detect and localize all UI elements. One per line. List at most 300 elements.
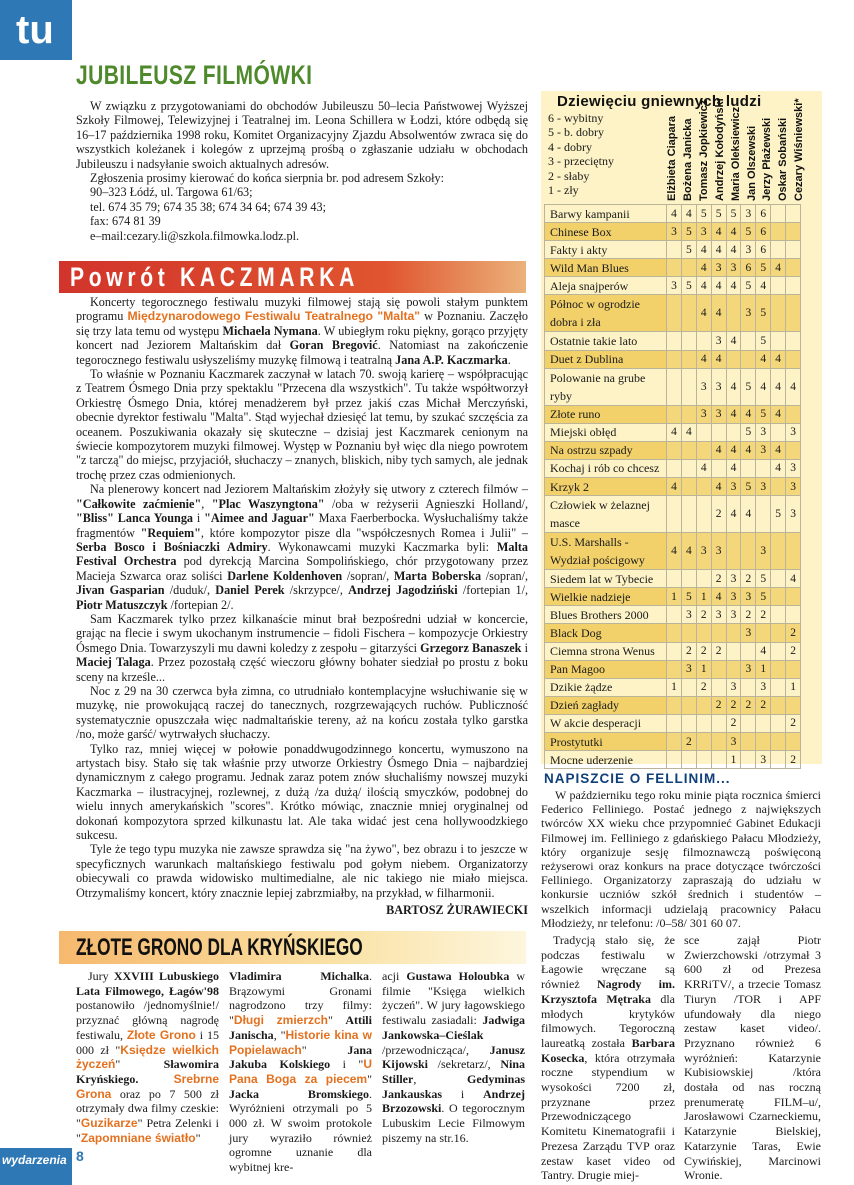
score-cell <box>696 570 711 588</box>
score-cell <box>771 332 786 350</box>
score-cell <box>741 732 756 750</box>
score-cell: 3 <box>681 606 696 624</box>
score-cell <box>741 642 756 660</box>
score-cell: 4 <box>771 441 786 459</box>
score-cell <box>786 223 801 241</box>
score-cell: 4 <box>696 459 711 477</box>
score-cell <box>786 277 801 295</box>
score-cell: 4 <box>696 259 711 277</box>
film-title-cell: Black Dog <box>545 624 667 642</box>
score-cell: 4 <box>771 459 786 477</box>
score-cell <box>667 441 682 459</box>
score-cell: 3 <box>756 678 771 696</box>
film-title-cell: Prostytutki <box>545 732 667 750</box>
score-cell <box>667 732 682 750</box>
score-cell <box>741 533 756 570</box>
film-title-cell: Złote runo <box>545 405 667 423</box>
film-title-cell: Chinese Box <box>545 223 667 241</box>
score-cell: 5 <box>741 368 756 405</box>
rating-row <box>545 496 801 533</box>
rating-row <box>545 423 801 441</box>
score-cell <box>726 295 741 332</box>
critic-header: Tomasz Jopkiewicz <box>697 99 710 201</box>
score-cell <box>771 478 786 496</box>
film-title-cell: Ciemna strona Wenus <box>545 642 667 660</box>
score-cell: 2 <box>756 606 771 624</box>
score-cell: 5 <box>711 205 726 223</box>
score-cell: 2 <box>786 714 801 732</box>
score-cell <box>786 241 801 259</box>
score-cell <box>786 295 801 332</box>
score-cell <box>696 624 711 642</box>
critic-header: Jerzy Płażewski <box>761 117 774 201</box>
powrot-author: BARTOSZ ŻURAWIECKI <box>386 903 528 918</box>
rating-row <box>545 732 801 750</box>
score-cell: 2 <box>756 696 771 714</box>
grono-paragraph: acji Gustawa Holoubka w filmie "Księga wielkich życzeń". W jury łagowskiego festiwalu zasiadali: Jadwiga Jankowska–Cieślak /przewodnicząca/, Janusz Kijowski /sekretarz/, Nina Stiller, Gedyminas Jankauskas i Andrzej Brzozowski. O tegorocznym Lubuskim Lecie Filmowym piszemy na str.16. <box>382 969 525 1145</box>
score-cell <box>771 205 786 223</box>
rating-row <box>545 295 801 332</box>
score-cell: 3 <box>741 588 756 606</box>
film-title-cell: Blues Brothers 2000 <box>545 606 667 624</box>
score-cell: 3 <box>726 678 741 696</box>
score-cell: 3 <box>711 259 726 277</box>
score-cell <box>771 642 786 660</box>
score-cell <box>771 588 786 606</box>
score-cell: 2 <box>741 696 756 714</box>
critic-header: Andrzej Kołodyński <box>713 98 726 201</box>
score-cell: 4 <box>667 205 682 223</box>
score-cell: 4 <box>711 478 726 496</box>
score-cell <box>786 259 801 277</box>
powrot-article <box>76 295 528 917</box>
score-cell <box>741 678 756 696</box>
score-cell: 4 <box>726 496 741 533</box>
score-cell <box>681 441 696 459</box>
legend-item: 3 - przeciętny <box>548 154 614 169</box>
jubileusz-address-line: e–mail:cezary.li@szkola.filmowka.lodz.pl. <box>90 228 300 243</box>
score-cell <box>786 350 801 368</box>
score-cell: 4 <box>696 350 711 368</box>
grono-paragraph: Vladimira Michalka. Brązowymi Gronami nagrodzono trzy filmy: "Długi zmierzch" Attili Janischa, "Historie kina w Popielawach" Jana Jakuba Kolskiego i "U Pana Boga za piecem" Jacka Bromskiego. Wyróżnieni otrzymali po 5 000 zł. W swoim protokole jury wyraziło również ogromne uznanie dla wybitnej kre- <box>229 969 373 1175</box>
score-cell <box>667 606 682 624</box>
score-cell: 3 <box>696 533 711 570</box>
score-cell: 2 <box>696 606 711 624</box>
score-cell: 3 <box>786 423 801 441</box>
score-cell: 2 <box>786 751 801 769</box>
score-cell <box>667 459 682 477</box>
score-cell: 4 <box>726 223 741 241</box>
score-cell: 4 <box>667 423 682 441</box>
score-cell <box>667 660 682 678</box>
rating-legend <box>548 111 614 197</box>
score-cell <box>681 696 696 714</box>
fellini-title: NAPISZCIE O FELLINIM... <box>544 771 731 786</box>
score-cell <box>726 624 741 642</box>
score-cell: 4 <box>726 459 741 477</box>
score-cell: 3 <box>711 368 726 405</box>
score-cell: 5 <box>756 259 771 277</box>
score-cell: 5 <box>756 405 771 423</box>
score-cell <box>756 496 771 533</box>
score-cell <box>771 533 786 570</box>
score-cell <box>771 660 786 678</box>
score-cell: 2 <box>726 714 741 732</box>
score-cell <box>771 606 786 624</box>
rating-row <box>545 368 801 405</box>
score-cell <box>667 405 682 423</box>
film-title-cell: Miejski obłęd <box>545 423 667 441</box>
score-cell: 3 <box>741 624 756 642</box>
score-cell: 4 <box>711 350 726 368</box>
score-cell <box>771 696 786 714</box>
score-cell <box>681 570 696 588</box>
score-cell: 5 <box>681 223 696 241</box>
score-cell: 5 <box>756 332 771 350</box>
score-cell <box>741 751 756 769</box>
jubileusz-title: JUBILEUSZ FILMÓWKI <box>76 60 313 90</box>
score-cell: 5 <box>726 205 741 223</box>
rating-row <box>545 624 801 642</box>
score-cell: 4 <box>786 368 801 405</box>
film-title-cell: Człowiek w żelaznej masce <box>545 496 667 533</box>
score-cell <box>741 332 756 350</box>
score-cell: 2 <box>681 732 696 750</box>
score-cell <box>786 732 801 750</box>
score-cell: 5 <box>741 277 756 295</box>
rating-row <box>545 332 801 350</box>
score-cell <box>711 751 726 769</box>
rating-row <box>545 478 801 496</box>
score-cell: 4 <box>696 295 711 332</box>
score-cell <box>711 714 726 732</box>
score-cell: 5 <box>741 223 756 241</box>
score-cell <box>696 441 711 459</box>
score-cell: 4 <box>696 241 711 259</box>
score-cell <box>711 459 726 477</box>
score-cell <box>726 642 741 660</box>
rating-table-title: Dziewięciu gniewnych ludzi <box>557 93 762 110</box>
score-cell: 6 <box>756 241 771 259</box>
rating-row <box>545 533 801 570</box>
score-cell <box>667 241 682 259</box>
film-title-cell: Ostatnie takie lato <box>545 332 667 350</box>
rating-row <box>545 459 801 477</box>
score-cell: 3 <box>756 533 771 570</box>
score-cell: 3 <box>786 496 801 533</box>
film-title-cell: Dzień zagłady <box>545 696 667 714</box>
grono-column-1 <box>76 969 219 1145</box>
score-cell: 4 <box>711 241 726 259</box>
film-title-cell: W akcie desperacji <box>545 714 667 732</box>
score-cell <box>681 678 696 696</box>
score-cell: 5 <box>756 588 771 606</box>
score-cell: 4 <box>726 277 741 295</box>
powrot-paragraph: Sam Kaczmarek tylko przez kilkanaście minut brał bezpośredni udział w koncercie, grając na flecie i swym ukochanym instrumencie – fidoli Fischera – kompozycje Orkiestry Ósmego Dnia. Towarzyszyli mu dawni koledzy z zespołu – gitarzyści Grzegorz Banaszek i Maciej Talaga. Przez pozostałą część wieczoru główny bohater siedział po prostu z boku sceny na krześle... <box>76 611 529 684</box>
rating-row <box>545 751 801 769</box>
score-cell: 3 <box>667 277 682 295</box>
score-cell <box>696 751 711 769</box>
grono-column-3 <box>382 969 525 1145</box>
score-cell: 4 <box>756 368 771 405</box>
score-cell <box>726 660 741 678</box>
score-cell <box>681 259 696 277</box>
critic-header: Bożena Janicka <box>681 118 694 201</box>
score-cell: 2 <box>681 642 696 660</box>
score-cell: 3 <box>756 478 771 496</box>
jubileusz-paragraph: W związku z przygotowaniami do obchodów Jubileuszu 50–lecia Państwowej Wyższej Szkoły Filmowej, Telewizyjnej i Teatralnej im. Leona Schillera w Łodzi, które odbędą się 16–17 października 1998 roku, Komitet Organizacyjny Zjazdu Absolwentów zwraca się do wszystkich koleżanek i kolegów z uprzejmą prośbą o zgłaszanie udziału w obchodach Jubileuszu i nadsyłanie swoich aktualnych adresów. <box>76 99 528 171</box>
score-cell <box>711 624 726 642</box>
score-cell: 5 <box>741 478 756 496</box>
score-cell <box>786 332 801 350</box>
score-cell <box>696 732 711 750</box>
film-title-cell: Wielkie nadzieje <box>545 588 667 606</box>
score-cell: 4 <box>711 223 726 241</box>
score-cell <box>711 678 726 696</box>
powrot-paragraph: Tylko raz, mniej więcej w połowie ponaddwugodzinnego koncertu, wymuszono na artystach bisy. Stało się tak właśnie przy utworze Orkiestry Ósmego Dnia – najbardziej dynamicznym z całego programu. Jednak zaraz potem znów słuchaliśmy nowszej muzyki Kaczmarka – ilustracyjnej, rozlewnej, z dużą /za dużą/ ilością smyczków, podobnej do wielu innych amerykańskich "scores". Krótko mówiąc, znacznie mniej oryginalnej od dokonań kompozytora sprzed kilkunastu lat. Ale taka widać jest cena hollywoodzkiego sukcesu. <box>76 741 528 843</box>
score-cell: 3 <box>726 588 741 606</box>
score-cell <box>681 332 696 350</box>
legend-item: 5 - b. dobry <box>548 125 604 140</box>
score-cell: 3 <box>667 223 682 241</box>
score-cell <box>681 368 696 405</box>
score-cell: 2 <box>711 642 726 660</box>
film-title-cell: Dzikie żądze <box>545 678 667 696</box>
powrot-paragraph: Na plenerowy koncert nad Jeziorem Maltańskim złożyły się utwory z czterech filmów – "Całkowite zaćmienie", "Plac Waszyngtona" /oba w reżyserii Agnieszki Holland/, "Bliss" Lanca Younga i "Aimee and Jaguar" Maxa Faerberbocka. Wysłuchaliśmy także fragmentów "Requiem", które kompozytor pisze dla "współczesnych Romea i Julii" – Serba Bosco i Bośniaczki Admiry. Wykonawcami muzyki Kaczmarka byli: Malta Festival Orchestra pod dyrekcją Marcina Sompolińskiego, chór przygotowany przez Macieja Szwarca oraz soliści Darlene Koldenhoven /sopran/, Marta Boberska /sopran/, Jivan Gasparian /duduk/, Daniel Perek /skrzypce/, Andrzej Jagodziński /fortepian 1/, Piotr Matuszczyk /fortepian 2/. <box>76 482 528 612</box>
legend-item: 1 - zły <box>548 183 579 198</box>
rating-row <box>545 441 801 459</box>
critic-header: Oskar Sobański <box>777 117 790 201</box>
rating-row <box>545 405 801 423</box>
score-cell <box>756 459 771 477</box>
score-cell <box>771 751 786 769</box>
score-cell: 5 <box>696 205 711 223</box>
critic-header: Maria Oleksiewicz <box>729 106 742 201</box>
score-cell <box>741 350 756 368</box>
score-cell: 2 <box>786 642 801 660</box>
score-cell <box>681 478 696 496</box>
film-title-cell: Północ w ogrodzie dobra i zła <box>545 295 667 332</box>
score-cell: 4 <box>756 350 771 368</box>
score-cell: 5 <box>756 570 771 588</box>
score-cell <box>667 496 682 533</box>
score-cell: 3 <box>726 732 741 750</box>
film-title-cell: Na ostrzu szpady <box>545 441 667 459</box>
fellini-paragraph: W październiku tego roku minie piąta rocznica śmierci Federico Felliniego. Postać jednego z największych twórców XX wieku chce przypomnieć Gabinet Edukacji Filmowej im. Felliniego z gdańskiego Pałacu Młodzieży, który organizuje sesję filmoznawczą poświęconą reżyserowi oraz konkurs na prace dotyczące twórczości Felliniego. Organizatorzy zapraszają do udziału w konkursie uczniów szkół średnich i studentów – wszelkich informacji udzielają pracownicy Pałacu Młodzieży, nr telefonu: /0–58/ 301 60 07. <box>541 788 821 930</box>
rating-row <box>545 570 801 588</box>
legend-item: 2 - słaby <box>548 168 590 183</box>
jubileusz-address-line: tel. 674 35 79; 674 35 38; 674 34 64; 674 39 43; <box>90 199 326 214</box>
score-cell: 3 <box>756 423 771 441</box>
score-cell: 4 <box>771 405 786 423</box>
score-cell: 3 <box>726 478 741 496</box>
score-cell <box>786 405 801 423</box>
score-cell: 3 <box>786 459 801 477</box>
rating-row <box>545 350 801 368</box>
score-cell <box>696 714 711 732</box>
score-cell <box>786 588 801 606</box>
score-cell: 3 <box>681 660 696 678</box>
legend-item: 6 - wybitny <box>548 111 604 125</box>
score-cell <box>786 533 801 570</box>
score-cell <box>696 478 711 496</box>
score-cell <box>681 624 696 642</box>
score-cell: 5 <box>681 241 696 259</box>
score-cell: 1 <box>756 660 771 678</box>
score-cell <box>786 205 801 223</box>
score-cell <box>771 714 786 732</box>
score-cell <box>681 405 696 423</box>
score-cell <box>786 660 801 678</box>
score-cell: 4 <box>771 259 786 277</box>
film-title-cell: Barwy kampanii <box>545 205 667 223</box>
page-number: 8 <box>76 1148 84 1164</box>
score-cell: 3 <box>711 533 726 570</box>
score-cell <box>756 714 771 732</box>
score-cell <box>771 241 786 259</box>
score-cell: 5 <box>681 277 696 295</box>
score-cell <box>667 350 682 368</box>
score-cell: 4 <box>726 332 741 350</box>
score-cell: 3 <box>726 570 741 588</box>
score-cell: 6 <box>741 259 756 277</box>
score-cell: 3 <box>741 295 756 332</box>
film-title-cell: Krzyk 2 <box>545 478 667 496</box>
score-cell: 2 <box>696 642 711 660</box>
score-cell: 4 <box>741 405 756 423</box>
score-cell <box>711 660 726 678</box>
score-cell: 4 <box>771 350 786 368</box>
rating-row <box>545 714 801 732</box>
score-cell: 3 <box>696 223 711 241</box>
footer-section-label: wydarzenia <box>2 1153 67 1167</box>
critic-header: Jan Olszewski <box>745 125 758 201</box>
score-cell <box>771 570 786 588</box>
powrot-paragraph: Tyle że tego typu muzyka nie zawsze sprawdza się "na żywo", bez obrazu i to jeszcze w specyficznych warunkach maltańskiego festiwalu pod gołym niebem. Organizatorzy obiecywali co prawda widowisko multimedialne, ale nic takiego nie miało miejsca. Otrzymaliśmy koncert, który znacznie lepiej zabrzmiałby, na przykład, w filharmonii. <box>76 842 528 900</box>
score-cell: 4 <box>726 241 741 259</box>
score-cell: 4 <box>726 405 741 423</box>
film-title-cell: Duet z Dublina <box>545 350 667 368</box>
score-cell: 3 <box>696 405 711 423</box>
score-cell <box>681 714 696 732</box>
score-cell: 3 <box>756 441 771 459</box>
jubileusz-address-line: 90–323 Łódź, ul. Targowa 61/63; <box>90 185 253 200</box>
score-cell: 4 <box>667 478 682 496</box>
film-title-cell: Aleja snajperów <box>545 277 667 295</box>
rating-row <box>545 660 801 678</box>
score-cell <box>696 423 711 441</box>
score-cell: 1 <box>786 678 801 696</box>
score-cell: 3 <box>711 405 726 423</box>
film-title-cell: Polowanie na grube ryby <box>545 368 667 405</box>
critic-header: Cezary Wiśniewski* <box>793 98 806 201</box>
section-tab-logo: tu <box>0 0 72 60</box>
powrot-title: Powrót KACZMARKA <box>70 262 359 292</box>
score-cell: 3 <box>756 751 771 769</box>
score-cell: 3 <box>741 660 756 678</box>
score-cell <box>667 624 682 642</box>
score-cell: 6 <box>756 205 771 223</box>
rating-row <box>545 696 801 714</box>
score-cell: 4 <box>681 533 696 570</box>
score-cell: 4 <box>711 295 726 332</box>
score-cell: 2 <box>726 696 741 714</box>
score-cell <box>681 751 696 769</box>
score-cell: 4 <box>696 277 711 295</box>
score-cell: 3 <box>741 205 756 223</box>
score-cell <box>726 350 741 368</box>
score-cell <box>667 751 682 769</box>
score-cell <box>756 732 771 750</box>
score-cell <box>711 732 726 750</box>
score-cell: 4 <box>756 642 771 660</box>
score-cell <box>786 441 801 459</box>
score-cell: 4 <box>756 277 771 295</box>
score-cell: 2 <box>711 496 726 533</box>
grono-column-4 <box>541 933 675 1183</box>
score-cell <box>711 423 726 441</box>
score-cell <box>771 423 786 441</box>
grono-paragraph: Tradycją stało się, że podczas festiwalu w Łagowie wręczane są również Nagrody im. Krzysztofa Mętraka dla młodych krytyków filmowych. Tegoroczną laureatką została Barbara Kosecka, która otrzymała roczne stypendium w wysokości 7200 zł, przyznane przez Przewodniczącego Komitetu Kinematografii i Prezesa Zarządu TVP oraz zestaw kaset video od Tantry. Drugie miej- <box>541 933 675 1183</box>
score-cell: 1 <box>667 678 682 696</box>
score-cell: 4 <box>741 441 756 459</box>
score-cell: 5 <box>771 496 786 533</box>
score-cell: 4 <box>726 441 741 459</box>
grono-paragraph: sce zajął Piotr Zwierzchowski /otrzymał 3 600 zł od Prezesa KRRiTV/, a trzecie Tomasz Tiuryn /TOR i APF ufundowały dla niego zestaw kaset video/. Przyznano również 6 wyróżnień: Katarzynie Kubisiowskiej /która dostała od nas roczną prenumeratę FILM–u/, Jarosławowi Czarneckiemu, Katarzynie Bielskiej, Katarzynie Taras, Ewie Cywińskiej, Marcinowi Wronie. <box>684 933 821 1183</box>
score-cell: 4 <box>711 277 726 295</box>
score-cell <box>667 332 682 350</box>
score-cell <box>696 496 711 533</box>
rating-row <box>545 606 801 624</box>
score-cell: 3 <box>711 332 726 350</box>
score-cell <box>741 459 756 477</box>
score-cell <box>667 295 682 332</box>
score-cell: 3 <box>696 368 711 405</box>
score-cell: 5 <box>681 588 696 606</box>
score-cell <box>771 678 786 696</box>
score-cell: 3 <box>711 606 726 624</box>
score-cell: 4 <box>681 423 696 441</box>
score-cell: 2 <box>741 606 756 624</box>
score-cell <box>667 696 682 714</box>
score-cell: 5 <box>741 423 756 441</box>
score-cell: 4 <box>771 368 786 405</box>
score-cell <box>667 570 682 588</box>
score-cell <box>786 696 801 714</box>
film-title-cell: Fakty i akty <box>545 241 667 259</box>
score-cell <box>667 642 682 660</box>
score-cell: 4 <box>726 368 741 405</box>
score-cell: 4 <box>711 588 726 606</box>
score-cell <box>681 295 696 332</box>
legend-item: 4 - dobry <box>548 139 592 154</box>
score-cell <box>771 277 786 295</box>
grono-title: ZŁOTE GRONO DLA KRYŃSKIEGO <box>76 934 363 961</box>
critic-header: Elżbieta Ciapara <box>666 116 678 201</box>
score-cell <box>771 295 786 332</box>
score-cell <box>771 624 786 642</box>
powrot-paragraph: Koncerty tegorocznego festiwalu muzyki filmowej stają się powoli stałym punktem programu Międzynarodowego Festiwalu Teatralnego "Malta" w Poznaniu. Zaczęło się trzy lata temu od występu Michaela Nymana. W ubiegłym roku piękny, gorąco przyjęty koncert nad Jeziorem Maltańskim dał Goran Bregović. Natomiast na zakończenie tegorocznego festiwalu usłyszeliśmy muzykę filmową i teatralną Jana A.P. Kaczmarka. <box>76 295 528 367</box>
score-cell <box>726 423 741 441</box>
rating-row <box>545 642 801 660</box>
film-title-cell: U.S. Marshalls -Wydział pościgowy <box>545 533 667 570</box>
score-cell: 1 <box>667 588 682 606</box>
score-cell: 2 <box>786 624 801 642</box>
score-cell: 4 <box>711 441 726 459</box>
jubileusz-article <box>76 99 528 243</box>
score-cell: 6 <box>756 223 771 241</box>
score-cell: 1 <box>696 660 711 678</box>
